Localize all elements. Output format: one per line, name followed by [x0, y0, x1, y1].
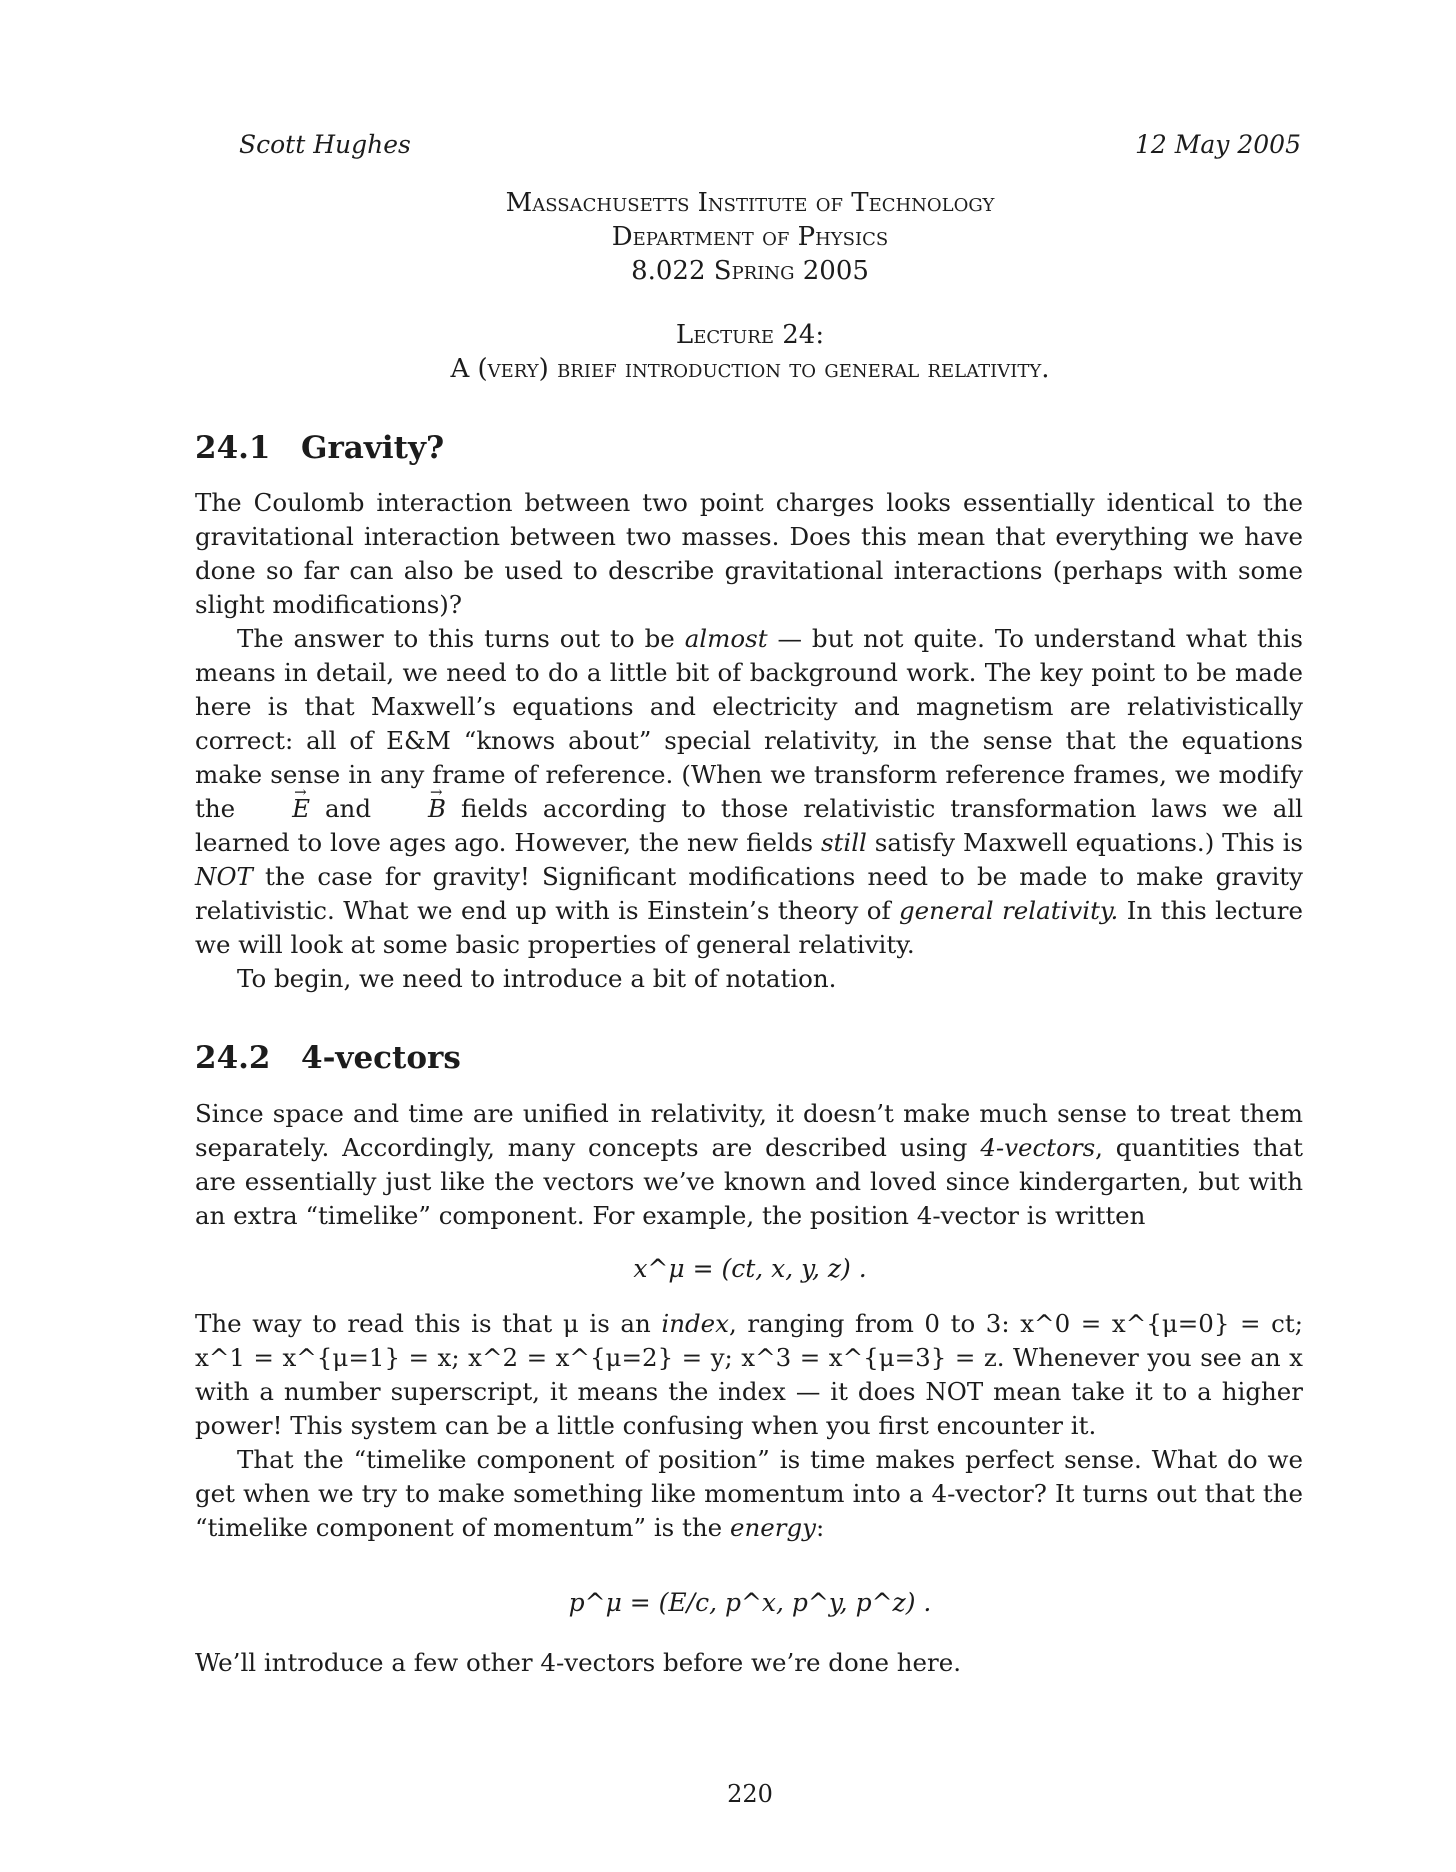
lecture-number: Lecture 24: [675, 320, 825, 350]
electric-field-symbol: → E [250, 792, 310, 826]
section-heading-4-vectors [195, 1040, 461, 1076]
institution-block [0, 186, 1456, 288]
equation-momentum-4-vector: p^μ = (E/c, p^x, p^y, p^z) . [568, 1588, 932, 1617]
header-date: 12 May 2005 [1135, 130, 1301, 159]
paragraph: The Coulomb interaction between two point charges looks essentially identical to the gravitational interaction between two masses. Does this mean that everything we have done so far can also be used to describe gravitational interactions (perhaps with some slight modifications)? [195, 488, 1303, 619]
paragraph: Since space and time are unified in relativity, it doesn’t make much sense to treat them separately. Accordingly, many concepts are described using 4-vectors, quantities that are essentially just like the vectors we’ve known and loved since kindergarten, but with an extra “timelike” component. For example, the position 4-vector is written [195, 1099, 1303, 1230]
section-title: Gravity? [301, 430, 445, 466]
section-title: 4-vectors [301, 1040, 461, 1076]
institution-name: Massachusetts Institute of Technology [505, 188, 995, 218]
paragraph: The answer to this turns out to be almost — but not quite. To understand what this means in detail, we need to do a little bit of background work. The key point to be made here is that Maxwell’s equations and electricity and magnetism are relativistically correct: all of E&M “knows about” special relativity, in the sense that the equations make sense in any frame of reference. (When we transform reference frames, we modify the → E and → B fields according to those relativistic transformation laws we all learned to love ages ago. However, the new fields still satisfy Maxwell equations.) This is NOT the case for gravity! Significant modifications need to be made to make gravity relativistic. What we end up with is Einstein’s theory of general relativity. In this lecture we will look at some basic properties of general relativity. [195, 622, 1303, 962]
magnetic-field-symbol: → B [386, 792, 446, 826]
equation-position-4-vector: x^μ = (ct, x, y, z) . [633, 1254, 867, 1283]
paragraph: We’ll introduce a few other 4-vectors before we’re done here. [195, 1648, 962, 1677]
section-number: 24.1 [195, 430, 271, 466]
department-name: Department of Physics [611, 222, 889, 252]
paragraph: The way to read this is that μ is an index, ranging from 0 to 3: x^0 = x^{μ=0} = ct; x^1 = x^{μ=1} = x; x^2 = x^{μ=2} = y; x^3 = x^{μ=3} = z. Whenever you see an x with a number superscript, it means the index — it does NOT mean take it to a higher power! This system can be a little confusing when you first encounter it. [195, 1309, 1303, 1440]
section-4-vectors-intro [195, 1097, 1303, 1233]
course-name: 8.022 Spring 2005 [631, 256, 869, 286]
paragraph: To begin, we need to introduce a bit of notation. [237, 964, 837, 993]
lecture-title: A (very) brief introduction to general relativity. [450, 354, 1050, 384]
section-gravity-body [195, 486, 1303, 996]
section-heading-gravity [195, 430, 444, 466]
section-4-vectors-closing [195, 1646, 1303, 1680]
lecture-block [0, 318, 1456, 386]
page-number: 220 [727, 1780, 773, 1808]
section-number: 24.2 [195, 1040, 271, 1076]
section-4-vectors-body [195, 1307, 1303, 1545]
author-name: Scott Hughes [239, 130, 411, 159]
paragraph: That the “timelike component of position” is time makes perfect sense. What do we get when we try to make something like momentum into a 4-vector? It turns out that the “timelike component of momentum” is the energy: [195, 1445, 1303, 1542]
